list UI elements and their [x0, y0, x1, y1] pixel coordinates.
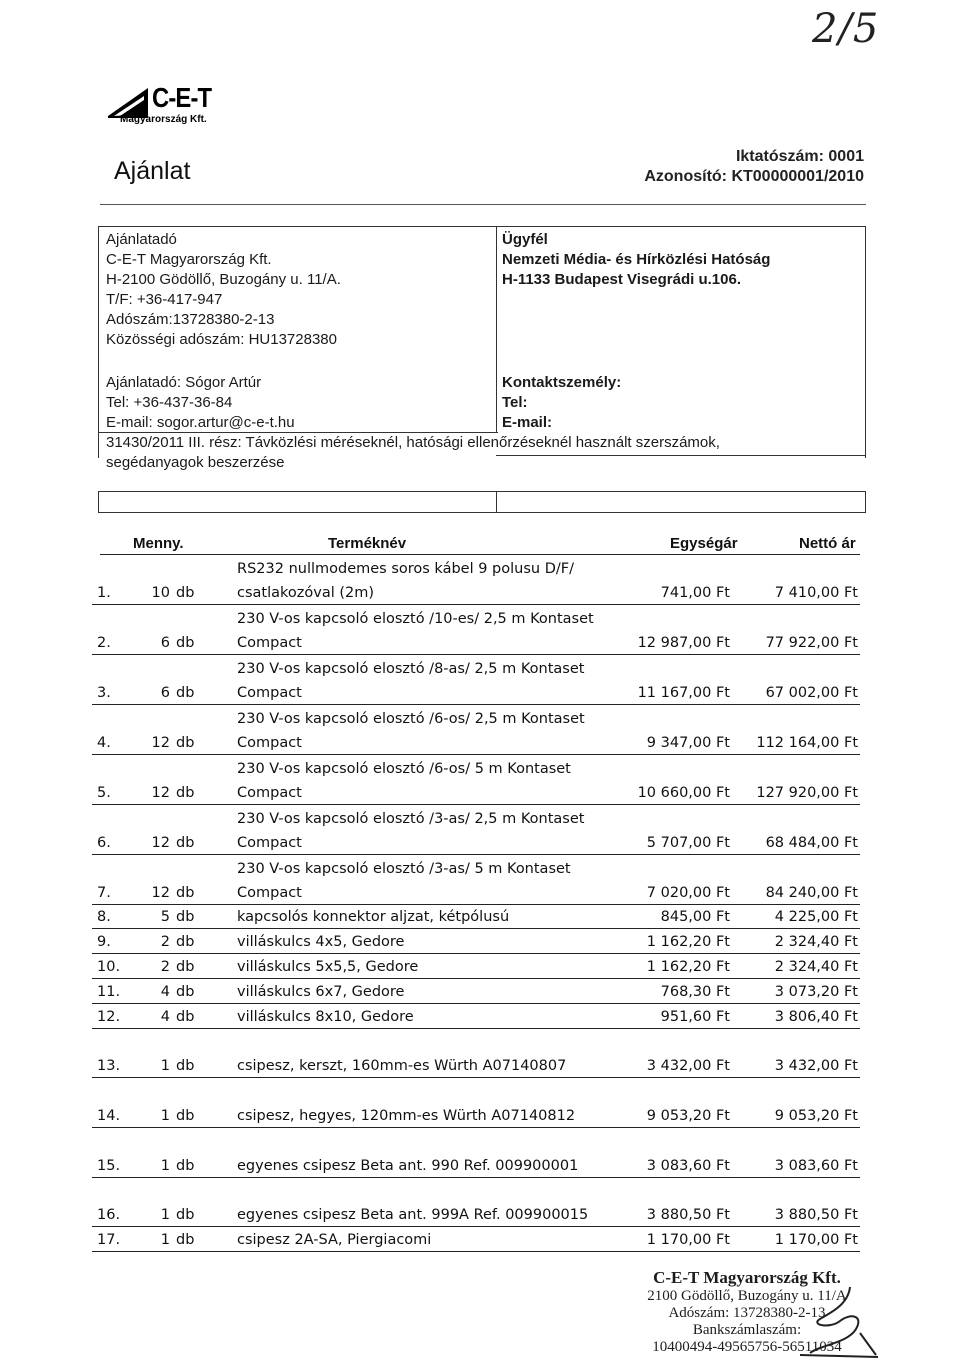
- offerer-line: H-2100 Gödöllő, Buzogány u. 11/A.: [106, 271, 341, 288]
- row-product-name: villáskulcs 6x7, Gedore: [237, 984, 405, 1000]
- row-number: 10.: [97, 959, 121, 975]
- row-unit: db: [176, 885, 195, 901]
- row-product-name-line1: 230 V-os kapcsoló elosztó /6-os/ 5 m Kontaset: [237, 761, 571, 777]
- table-header-line: [100, 554, 860, 555]
- row-number: 14.: [97, 1108, 121, 1124]
- row-quantity: 12: [151, 885, 170, 901]
- table-row: [92, 905, 866, 927]
- document-id: Azonosító: KT00000001/2010: [644, 168, 864, 185]
- row-unit-price: 12 987,00 Ft: [637, 635, 730, 651]
- header-net-price: Nettó ár: [799, 535, 856, 552]
- table-row: [92, 558, 866, 603]
- row-quantity: 1: [160, 1207, 170, 1223]
- offerer-contact-phone: Tel: +36-437-36-84: [106, 394, 233, 411]
- row-net-price: 9 053,20 Ft: [774, 1108, 858, 1124]
- row-product-name: Compact: [237, 685, 302, 701]
- row-unit-price: 9 053,20 Ft: [646, 1108, 730, 1124]
- row-net-price: 3 432,00 Ft: [774, 1058, 858, 1074]
- table-row: [92, 1104, 866, 1126]
- row-unit: db: [176, 909, 195, 925]
- logo-name: C-E-T: [152, 82, 212, 113]
- table-row: [92, 808, 866, 853]
- row-product-name: Compact: [237, 885, 302, 901]
- row-unit: db: [176, 585, 195, 601]
- row-net-price: 84 240,00 Ft: [765, 885, 858, 901]
- row-unit: db: [176, 959, 195, 975]
- row-net-price: 3 806,40 Ft: [774, 1009, 858, 1025]
- header-unit-price: Egységár: [670, 535, 738, 552]
- row-unit: db: [176, 934, 195, 950]
- stamp-line: Adószám: 13728380-2-13: [668, 1305, 826, 1321]
- row-product-name-line1: 230 V-os kapcsoló elosztó /10-es/ 2,5 m Kontaset: [237, 611, 594, 627]
- table-row: [92, 708, 866, 753]
- client-contact-phone: Tel:: [502, 394, 528, 411]
- row-number: 4.: [97, 735, 111, 751]
- stamp-line: Bankszámlaszám:: [692, 1322, 802, 1338]
- row-unit-price: 768,30 Ft: [660, 984, 730, 1000]
- row-product-name: kapcsolós konnektor aljzat, kétpólusú: [237, 909, 510, 925]
- row-underline: [92, 704, 860, 705]
- offerer-contact-name: Ajánlatadó: Sógor Artúr: [106, 374, 262, 391]
- row-unit-price: 3 432,00 Ft: [646, 1058, 730, 1074]
- row-product-name: egyenes csipesz Beta ant. 999A Ref. 009900015: [237, 1207, 589, 1223]
- row-product-name: egyenes csipesz Beta ant. 990 Ref. 009900001: [237, 1158, 579, 1174]
- table-row: [92, 1228, 866, 1250]
- row-number: 13.: [97, 1058, 121, 1074]
- table-row: [92, 858, 866, 903]
- row-net-price: 2 324,40 Ft: [774, 959, 858, 975]
- row-underline: [92, 654, 860, 655]
- row-number: 9.: [97, 934, 111, 950]
- row-underline: [92, 1127, 860, 1128]
- row-unit-price: 951,60 Ft: [660, 1009, 730, 1025]
- row-product-name: csatlakozóval (2m): [237, 585, 375, 601]
- row-quantity: 10: [151, 585, 170, 601]
- row-unit-price: 845,00 Ft: [660, 909, 730, 925]
- company-logo: [108, 82, 228, 134]
- row-number: 12.: [97, 1009, 121, 1025]
- row-unit-price: 3 083,60 Ft: [646, 1158, 730, 1174]
- client-contact: [502, 373, 621, 433]
- table-row: [92, 1203, 866, 1225]
- row-quantity: 4: [160, 1009, 170, 1025]
- client-line: H-1133 Budapest Visegrádi u.106.: [502, 271, 741, 288]
- row-number: 6.: [97, 835, 111, 851]
- subject-line: 31430/2011 III. rész: Távközlési méréseknél, hatósági ellenőrzéseknél használt szerszámok,: [106, 434, 720, 451]
- row-product-name: villáskulcs 8x10, Gedore: [237, 1009, 414, 1025]
- row-unit: db: [176, 835, 195, 851]
- row-quantity: 4: [160, 984, 170, 1000]
- row-unit-price: 11 167,00 Ft: [637, 685, 730, 701]
- row-unit: db: [176, 1009, 195, 1025]
- row-underline: [92, 1251, 860, 1252]
- table-row: [92, 608, 866, 653]
- row-net-price: 68 484,00 Ft: [765, 835, 858, 851]
- row-net-price: 77 922,00 Ft: [765, 635, 858, 651]
- table-row: [92, 1154, 866, 1176]
- row-product-name-line1: 230 V-os kapcsoló elosztó /6-os/ 2,5 m Kontaset: [237, 711, 585, 727]
- row-number: 3.: [97, 685, 111, 701]
- row-underline: [92, 754, 860, 755]
- row-product-name: csipesz, kerszt, 160mm-es Würth A07140807: [237, 1058, 567, 1074]
- row-product-name-line1: RS232 nullmodemes soros kábel 9 polusu D/F/: [237, 561, 574, 577]
- row-quantity: 1: [160, 1108, 170, 1124]
- row-underline: [92, 1028, 860, 1029]
- table-row: [92, 1005, 866, 1027]
- row-underline: [92, 804, 860, 805]
- row-quantity: 12: [151, 735, 170, 751]
- row-net-price: 1 170,00 Ft: [774, 1232, 858, 1248]
- table-row: [92, 758, 866, 803]
- row-number: 17.: [97, 1232, 121, 1248]
- row-product-name-line1: 230 V-os kapcsoló elosztó /3-as/ 5 m Kontaset: [237, 861, 571, 877]
- row-quantity: 6: [160, 635, 170, 651]
- row-unit-price: 1 170,00 Ft: [646, 1232, 730, 1248]
- row-unit: db: [176, 984, 195, 1000]
- empty-field-divider: [496, 491, 497, 513]
- row-quantity: 1: [160, 1158, 170, 1174]
- table-row: [92, 1054, 866, 1076]
- offerer-line: T/F: +36-417-947: [106, 291, 223, 308]
- row-underline: [92, 604, 860, 605]
- row-product-name: Compact: [237, 735, 302, 751]
- row-quantity: 2: [160, 934, 170, 950]
- row-number: 2.: [97, 635, 111, 651]
- row-net-price: 3 083,60 Ft: [774, 1158, 858, 1174]
- row-unit: db: [176, 1108, 195, 1124]
- row-net-price: 7 410,00 Ft: [774, 585, 858, 601]
- row-net-price: 4 225,00 Ft: [774, 909, 858, 925]
- offerer-contact: [106, 373, 295, 433]
- offerer-contact-email: E-mail: sogor.artur@c-e-t.hu: [106, 414, 295, 431]
- row-net-price: 67 002,00 Ft: [765, 685, 858, 701]
- row-number: 5.: [97, 785, 111, 801]
- signature-scribble: [790, 1285, 880, 1359]
- row-quantity: 2: [160, 959, 170, 975]
- tender-subject: [106, 433, 806, 473]
- table-row: [92, 980, 866, 1002]
- row-product-name: csipesz 2A-SA, Piergiacomi: [237, 1232, 432, 1248]
- logo-subtitle: Magyarország Kft.: [120, 114, 207, 125]
- table-row: [92, 930, 866, 952]
- handwritten-page-mark: 2/5: [812, 6, 880, 52]
- row-unit-price: 5 707,00 Ft: [646, 835, 730, 851]
- row-net-price: 3 073,20 Ft: [774, 984, 858, 1000]
- client-contact-email: E-mail:: [502, 414, 553, 431]
- row-unit-price: 741,00 Ft: [660, 585, 730, 601]
- row-quantity: 12: [151, 835, 170, 851]
- offerer-line: Közösségi adószám: HU13728380: [106, 331, 337, 348]
- row-net-price: 127 920,00 Ft: [756, 785, 858, 801]
- row-number: 7.: [97, 885, 111, 901]
- client-line: Nemzeti Média- és Hírközlési Hatóság: [502, 251, 771, 268]
- header-quantity: Menny.: [133, 535, 184, 552]
- row-underline: [92, 953, 860, 954]
- row-quantity: 5: [160, 909, 170, 925]
- row-underline: [92, 928, 860, 929]
- row-unit-price: 7 020,00 Ft: [646, 885, 730, 901]
- row-unit-price: 1 162,20 Ft: [646, 934, 730, 950]
- row-unit: db: [176, 1058, 195, 1074]
- row-number: 8.: [97, 909, 111, 925]
- offerer-line: C-E-T Magyarország Kft.: [106, 251, 272, 268]
- stamp-line: 2100 Gödöllő, Buzogány u. 11/A: [647, 1288, 847, 1304]
- header-divider: [100, 204, 866, 205]
- offerer-heading: Ajánlatadó: [106, 231, 177, 248]
- offerer-line: Adószám:13728380-2-13: [106, 311, 275, 328]
- header-product-name: Terméknév: [328, 535, 407, 552]
- row-quantity: 1: [160, 1232, 170, 1248]
- row-product-name: villáskulcs 4x5, Gedore: [237, 934, 405, 950]
- row-unit: db: [176, 1207, 195, 1223]
- row-underline: [92, 854, 860, 855]
- row-unit: db: [176, 685, 195, 701]
- row-product-name: Compact: [237, 785, 302, 801]
- row-unit-price: 1 162,20 Ft: [646, 959, 730, 975]
- table-row: [92, 658, 866, 703]
- row-unit: db: [176, 1158, 195, 1174]
- row-product-name: Compact: [237, 635, 302, 651]
- client-heading: Ügyfél: [502, 231, 548, 248]
- row-unit: db: [176, 1232, 195, 1248]
- row-number: 15.: [97, 1158, 121, 1174]
- row-net-price: 112 164,00 Ft: [756, 735, 858, 751]
- subject-line: segédanyagok beszerzése: [106, 454, 285, 471]
- row-product-name-line1: 230 V-os kapcsoló elosztó /8-as/ 2,5 m Kontaset: [237, 661, 585, 677]
- row-net-price: 3 880,50 Ft: [774, 1207, 858, 1223]
- row-unit-price: 3 880,50 Ft: [646, 1207, 730, 1223]
- row-product-name: csipesz, hegyes, 120mm-es Würth A07140812: [237, 1108, 576, 1124]
- row-underline: [92, 1177, 860, 1178]
- row-underline: [92, 1003, 860, 1004]
- row-unit-price: 9 347,00 Ft: [646, 735, 730, 751]
- offerer-block: [106, 230, 341, 350]
- row-number: 11.: [97, 984, 121, 1000]
- row-product-name: villáskulcs 5x5,5, Gedore: [237, 959, 419, 975]
- row-unit: db: [176, 785, 195, 801]
- row-net-price: 2 324,40 Ft: [774, 934, 858, 950]
- row-unit: db: [176, 635, 195, 651]
- stamp-company: C-E-T Magyarország Kft.: [653, 1268, 841, 1287]
- row-underline: [92, 1077, 860, 1078]
- parties-divider: [496, 226, 497, 432]
- filing-number: Iktatószám: 0001: [735, 148, 864, 165]
- registry-block: [644, 147, 864, 187]
- empty-field-box: [98, 491, 866, 513]
- row-underline: [92, 1226, 860, 1227]
- page-title: Ajánlat: [114, 157, 191, 185]
- row-underline: [92, 978, 860, 979]
- stamp-line: 10400494-49565756-56511034: [652, 1339, 842, 1355]
- client-block: [502, 230, 770, 290]
- row-quantity: 12: [151, 785, 170, 801]
- table-row: [92, 955, 866, 977]
- row-product-name: Compact: [237, 835, 302, 851]
- row-number: 1.: [97, 585, 111, 601]
- row-product-name-line1: 230 V-os kapcsoló elosztó /3-as/ 2,5 m Kontaset: [237, 811, 585, 827]
- row-unit: db: [176, 735, 195, 751]
- client-contact-name: Kontaktszemély:: [502, 374, 622, 391]
- row-quantity: 1: [160, 1058, 170, 1074]
- row-unit-price: 10 660,00 Ft: [637, 785, 730, 801]
- row-number: 16.: [97, 1207, 121, 1223]
- row-quantity: 6: [160, 685, 170, 701]
